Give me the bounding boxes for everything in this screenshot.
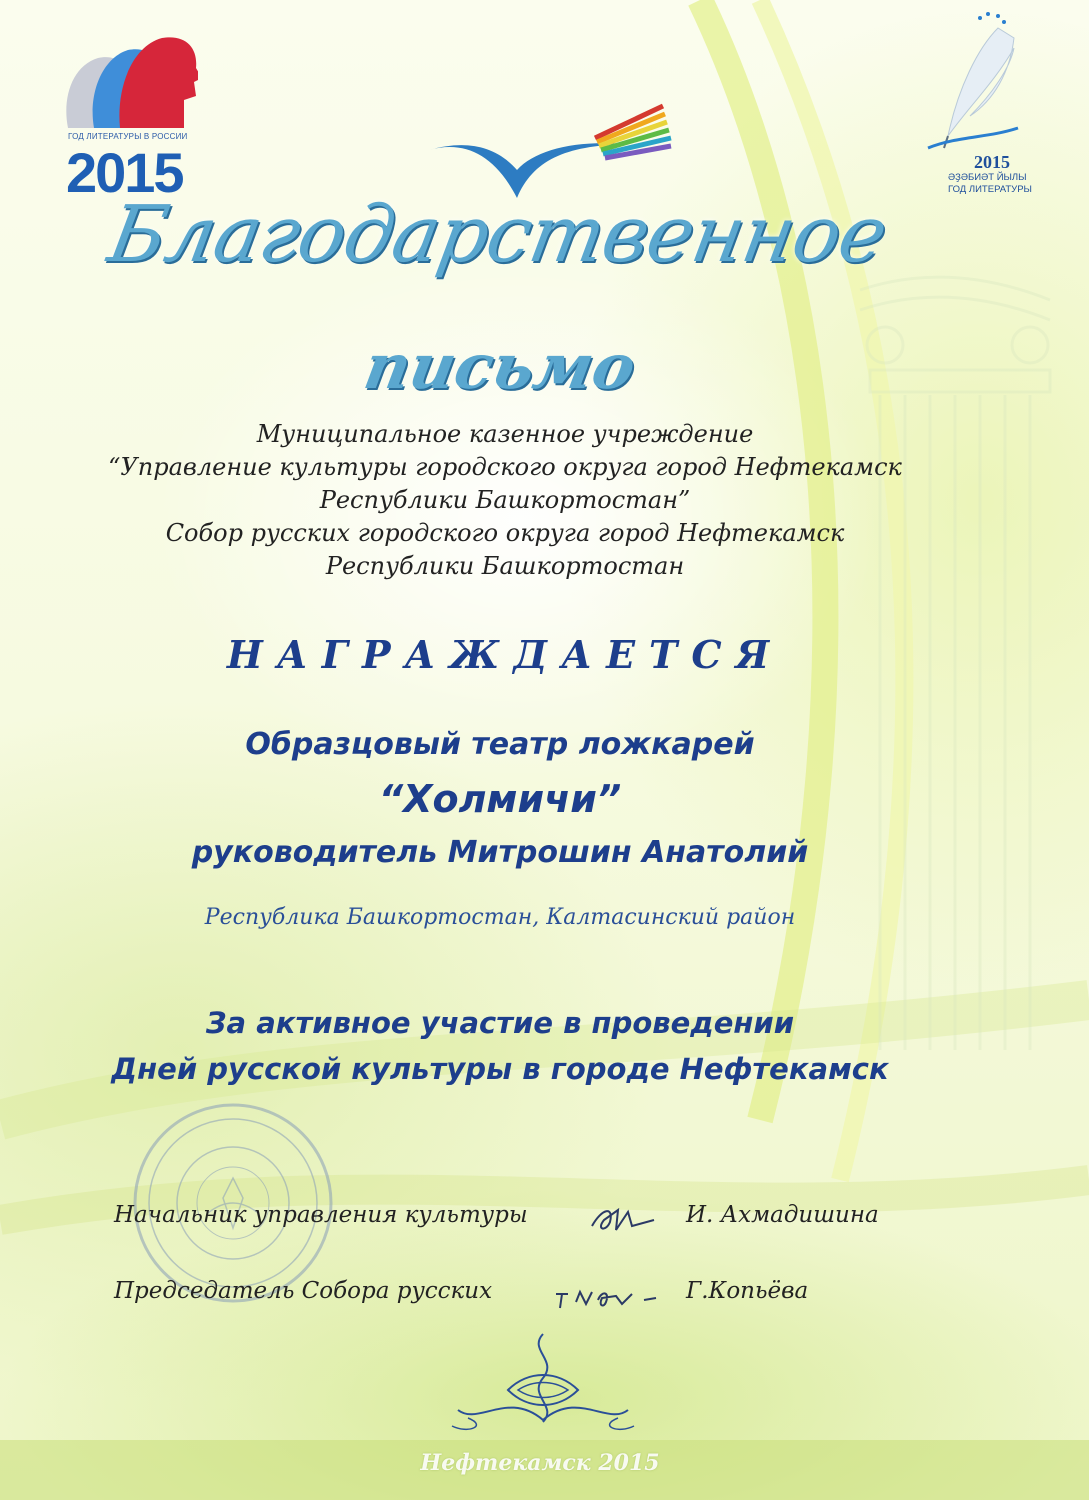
issuer-line: “Управление культуры городского округа город Нефтекамск	[108, 453, 902, 481]
year-of-literature-logo-left	[58, 28, 198, 204]
quill-icon	[918, 8, 1028, 153]
issuer-line: Собор русских городского округа город Нефтекамск	[165, 519, 845, 547]
signature-row-culture	[0, 1202, 1089, 1242]
certificate-subtitle: письмо	[359, 330, 641, 403]
signature-icon	[552, 1280, 662, 1314]
logo-caption: ГОД ЛИТЕРАТУРЫ В РОССИИ	[68, 132, 188, 141]
recipient-name: “Холмичи”	[378, 777, 622, 821]
certificate-title: Благодарственное	[102, 190, 893, 280]
awarded-heading: НАГРАЖДАЕТСЯ	[226, 632, 784, 677]
right-logo-russian-caption: ГОД ЛИТЕРАТУРЫ	[948, 184, 1032, 195]
ornament-divider-icon	[448, 1330, 638, 1440]
issuer-line: Республики Башкортостан”	[319, 486, 691, 514]
signatory-role: Начальник управления культуры	[114, 1202, 528, 1228]
recipient-leader: руководитель Митрошин Анатолий	[191, 835, 809, 870]
recipient-organization: Образцовый театр ложкарей	[245, 727, 755, 762]
recipient-block	[100, 720, 900, 878]
issuer-line: Республики Башкортостан	[325, 552, 685, 580]
right-logo-bashkir-caption: ӘҘӘБИӘТ ЙЫЛЫ	[948, 172, 1027, 183]
profiles-icon	[58, 28, 198, 132]
signature-row-council	[0, 1278, 1089, 1318]
right-logo-year: 2015	[974, 152, 1010, 172]
recipient-region: Республика Башкортостан, Калтасинский район	[204, 905, 796, 930]
reason-line: За активное участие в проведении	[205, 1006, 795, 1040]
footer-place-year: Нефтекамск 2015	[420, 1450, 660, 1476]
signature-icon	[588, 1202, 658, 1238]
year-of-literature-logo-right	[918, 8, 1032, 203]
issuer-block	[100, 418, 910, 583]
logo-year: 2015	[66, 141, 183, 204]
signatory-name: Г.Копьёва	[686, 1278, 809, 1304]
signatory-role: Председатель Собора русских	[114, 1278, 493, 1304]
reason-line: Дней русской культуры в городе Нефтекамск	[111, 1052, 889, 1086]
signatory-name: И. Ахмадишина	[686, 1202, 879, 1228]
issuer-line: Муниципальное казенное учреждение	[256, 420, 754, 448]
award-reason	[80, 1000, 920, 1092]
